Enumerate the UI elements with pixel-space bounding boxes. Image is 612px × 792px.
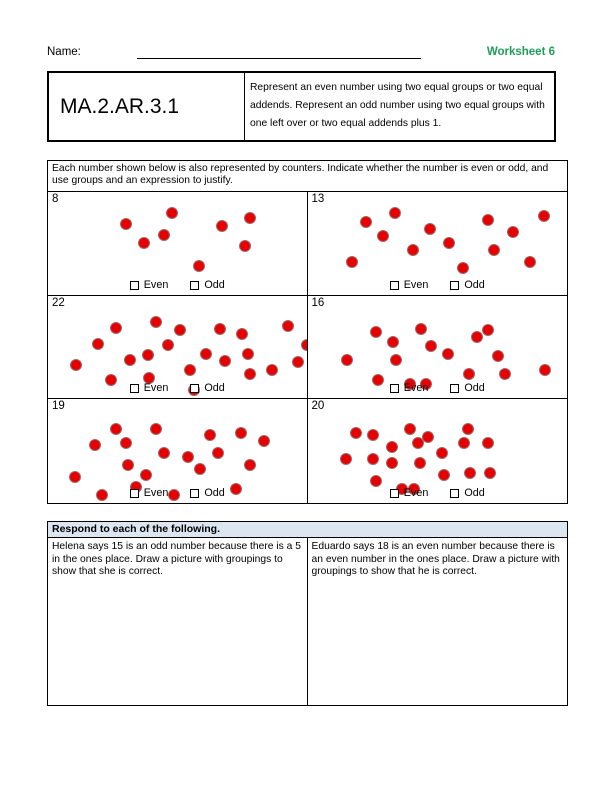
choice-label: Even xyxy=(403,382,429,395)
counters-area xyxy=(48,192,307,273)
checkbox-even[interactable] xyxy=(390,489,399,498)
counter-dot xyxy=(142,349,154,361)
counter-dot xyxy=(482,437,494,449)
counter-dot xyxy=(492,350,504,362)
choice-odd[interactable] xyxy=(190,279,224,292)
checkbox-even[interactable] xyxy=(130,384,139,393)
choice-label: Even xyxy=(403,278,429,291)
counter-dot xyxy=(194,463,206,475)
problem-number: 8 xyxy=(52,193,59,205)
choice-even[interactable] xyxy=(130,382,169,395)
counter-dot xyxy=(482,214,494,226)
parity-choices xyxy=(308,279,568,292)
counter-dot xyxy=(407,244,419,256)
counter-problem-cell xyxy=(308,192,568,296)
counter-dot xyxy=(184,364,196,376)
counter-problem-cell xyxy=(308,399,568,503)
parity-choices xyxy=(48,487,307,500)
standard-description: Represent an even number using two equal groups or two equal addends. Represent an odd number using two equal groups with one left over or two equal addends plus 1. xyxy=(250,82,545,129)
counter-dot xyxy=(499,368,511,380)
counter-dot xyxy=(457,262,469,274)
counter-dot xyxy=(370,475,382,487)
counter-dot xyxy=(438,469,450,481)
counter-dot xyxy=(266,364,278,376)
worksheet-label: Worksheet 6 xyxy=(486,46,555,58)
choice-odd[interactable] xyxy=(190,487,224,500)
counter-dot xyxy=(367,453,379,465)
counters-table xyxy=(47,160,568,504)
name-write-line[interactable] xyxy=(137,58,421,59)
counter-dot xyxy=(258,435,270,447)
counters-area xyxy=(48,399,307,481)
checkbox-odd[interactable] xyxy=(190,384,199,393)
counter-dot xyxy=(471,331,483,343)
page-header xyxy=(47,44,567,66)
counters-area xyxy=(308,296,568,377)
counter-dot xyxy=(182,451,194,463)
counter-dot xyxy=(458,437,470,449)
counters-grid xyxy=(48,192,567,503)
counter-dot xyxy=(424,223,436,235)
choice-label: Even xyxy=(143,278,169,291)
choice-label: Odd xyxy=(464,486,485,499)
counter-dot xyxy=(239,240,251,252)
choice-odd[interactable] xyxy=(450,279,484,292)
choice-label: Odd xyxy=(464,382,485,395)
choice-label: Odd xyxy=(464,278,485,291)
counter-dot xyxy=(507,226,519,238)
counter-dot xyxy=(340,453,352,465)
counter-dot xyxy=(69,471,81,483)
choice-even[interactable] xyxy=(130,487,169,500)
respond-grid xyxy=(48,538,567,705)
counter-dot xyxy=(216,220,228,232)
counter-dot xyxy=(464,467,476,479)
choice-label: Even xyxy=(403,486,429,499)
counter-problem-cell xyxy=(308,296,568,400)
counter-dot xyxy=(360,216,372,228)
choice-label: Even xyxy=(143,486,169,499)
counter-dot xyxy=(138,237,150,249)
counter-dot xyxy=(158,229,170,241)
standard-box xyxy=(47,71,556,142)
counter-dot xyxy=(524,256,536,268)
counter-problem-cell xyxy=(48,192,308,296)
counter-dot xyxy=(212,447,224,459)
checkbox-even[interactable] xyxy=(130,489,139,498)
respond-prompt-text: Eduardo says 18 is an even number because there is an even number in the ones place. Draw a picture with groupings to show that he is correct. xyxy=(311,541,560,578)
problem-number: 22 xyxy=(52,296,65,309)
counter-dot xyxy=(377,230,389,242)
counter-dot xyxy=(414,457,426,469)
counter-dot xyxy=(166,207,178,219)
counter-dot xyxy=(174,324,186,336)
counters-area xyxy=(308,399,568,481)
choice-odd[interactable] xyxy=(190,382,224,395)
checkbox-odd[interactable] xyxy=(190,489,199,498)
counter-dot xyxy=(89,439,101,451)
counter-dot xyxy=(539,364,551,376)
choice-label: Odd xyxy=(204,382,225,395)
counter-dot xyxy=(484,467,496,479)
counter-dot xyxy=(120,437,132,449)
counter-dot xyxy=(242,348,254,360)
checkbox-even[interactable] xyxy=(390,281,399,290)
counter-dot xyxy=(150,316,162,328)
counter-dot xyxy=(162,339,174,351)
counter-dot xyxy=(386,457,398,469)
counter-dot xyxy=(158,447,170,459)
counter-dot xyxy=(110,423,122,435)
checkbox-odd[interactable] xyxy=(450,281,459,290)
counter-dot xyxy=(341,354,353,366)
counter-dot xyxy=(92,338,104,350)
counter-dot xyxy=(236,328,248,340)
standard-description-cell xyxy=(245,73,554,140)
parity-choices xyxy=(308,382,568,395)
counter-dot xyxy=(193,260,205,272)
problem-number: 20 xyxy=(311,400,325,413)
counter-dot xyxy=(462,423,474,435)
counter-dot xyxy=(110,322,122,334)
counters-area xyxy=(48,296,307,377)
problem-number: 13 xyxy=(311,193,325,205)
counters-instructions: Each number shown below is also represented by counters. Indicate whether the number is even or odd, and use groups and an expression to justify. xyxy=(48,161,567,192)
counter-dot xyxy=(346,256,358,268)
counter-dot xyxy=(415,323,427,335)
respond-header: Respond to each of the following. xyxy=(48,522,567,538)
choice-label: Even xyxy=(143,382,169,395)
standard-code: MA.2.AR.3.1 xyxy=(60,94,180,118)
choice-even[interactable] xyxy=(390,279,429,292)
counter-dot xyxy=(463,368,475,380)
counter-dot xyxy=(350,427,362,439)
counter-dot xyxy=(436,447,448,459)
counter-dot xyxy=(404,423,416,435)
counter-dot xyxy=(443,237,455,249)
counter-dot xyxy=(244,212,256,224)
parity-choices xyxy=(48,279,307,292)
choice-even[interactable] xyxy=(390,487,429,500)
checkbox-odd[interactable] xyxy=(190,281,199,290)
respond-box xyxy=(47,521,568,706)
counter-dot xyxy=(70,359,82,371)
checkbox-even[interactable] xyxy=(390,384,399,393)
respond-prompt-cell[interactable] xyxy=(308,538,568,705)
counter-dot xyxy=(538,210,550,222)
checkbox-even[interactable] xyxy=(130,281,139,290)
parity-choices xyxy=(48,382,307,395)
counter-dot xyxy=(442,348,454,360)
problem-number: 16 xyxy=(311,296,325,309)
counter-dot xyxy=(124,354,136,366)
counter-dot xyxy=(150,423,162,435)
counter-dot xyxy=(367,429,379,441)
counter-dot xyxy=(386,441,398,453)
choice-odd[interactable] xyxy=(450,382,484,395)
counter-dot xyxy=(389,207,401,219)
counter-dot xyxy=(200,348,212,360)
name-label: Name: xyxy=(47,46,81,58)
counter-dot xyxy=(122,459,134,471)
choice-odd[interactable] xyxy=(450,487,484,500)
counter-dot xyxy=(292,356,304,368)
counter-dot xyxy=(482,324,494,336)
choice-even[interactable] xyxy=(130,279,169,292)
counter-problem-cell xyxy=(48,296,308,400)
respond-prompt-text: Helena says 15 is an odd number because there is a 5 in the ones place. Draw a picture with groupings to show that she is correct. xyxy=(52,541,301,578)
parity-choices xyxy=(308,487,568,500)
problem-number: 19 xyxy=(52,400,65,413)
counter-dot xyxy=(244,459,256,471)
counter-dot xyxy=(282,320,294,332)
counter-dot xyxy=(219,355,231,367)
counter-dot xyxy=(214,323,226,335)
checkbox-odd[interactable] xyxy=(450,489,459,498)
counters-area xyxy=(308,192,568,273)
counter-dot xyxy=(387,336,399,348)
counter-dot xyxy=(370,326,382,338)
counter-dot xyxy=(120,218,132,230)
counter-dot xyxy=(422,431,434,443)
counter-dot xyxy=(488,244,500,256)
choice-label: Odd xyxy=(204,278,225,291)
checkbox-odd[interactable] xyxy=(450,384,459,393)
counter-dot xyxy=(390,354,402,366)
counter-dot xyxy=(235,427,247,439)
standard-code-cell xyxy=(49,73,245,140)
respond-prompt-cell[interactable] xyxy=(48,538,308,705)
counter-dot xyxy=(244,368,256,380)
choice-even[interactable] xyxy=(390,382,429,395)
counter-dot xyxy=(204,429,216,441)
counter-dot xyxy=(140,469,152,481)
counter-problem-cell xyxy=(48,399,308,503)
choice-label: Odd xyxy=(204,486,225,499)
counter-dot xyxy=(425,340,437,352)
